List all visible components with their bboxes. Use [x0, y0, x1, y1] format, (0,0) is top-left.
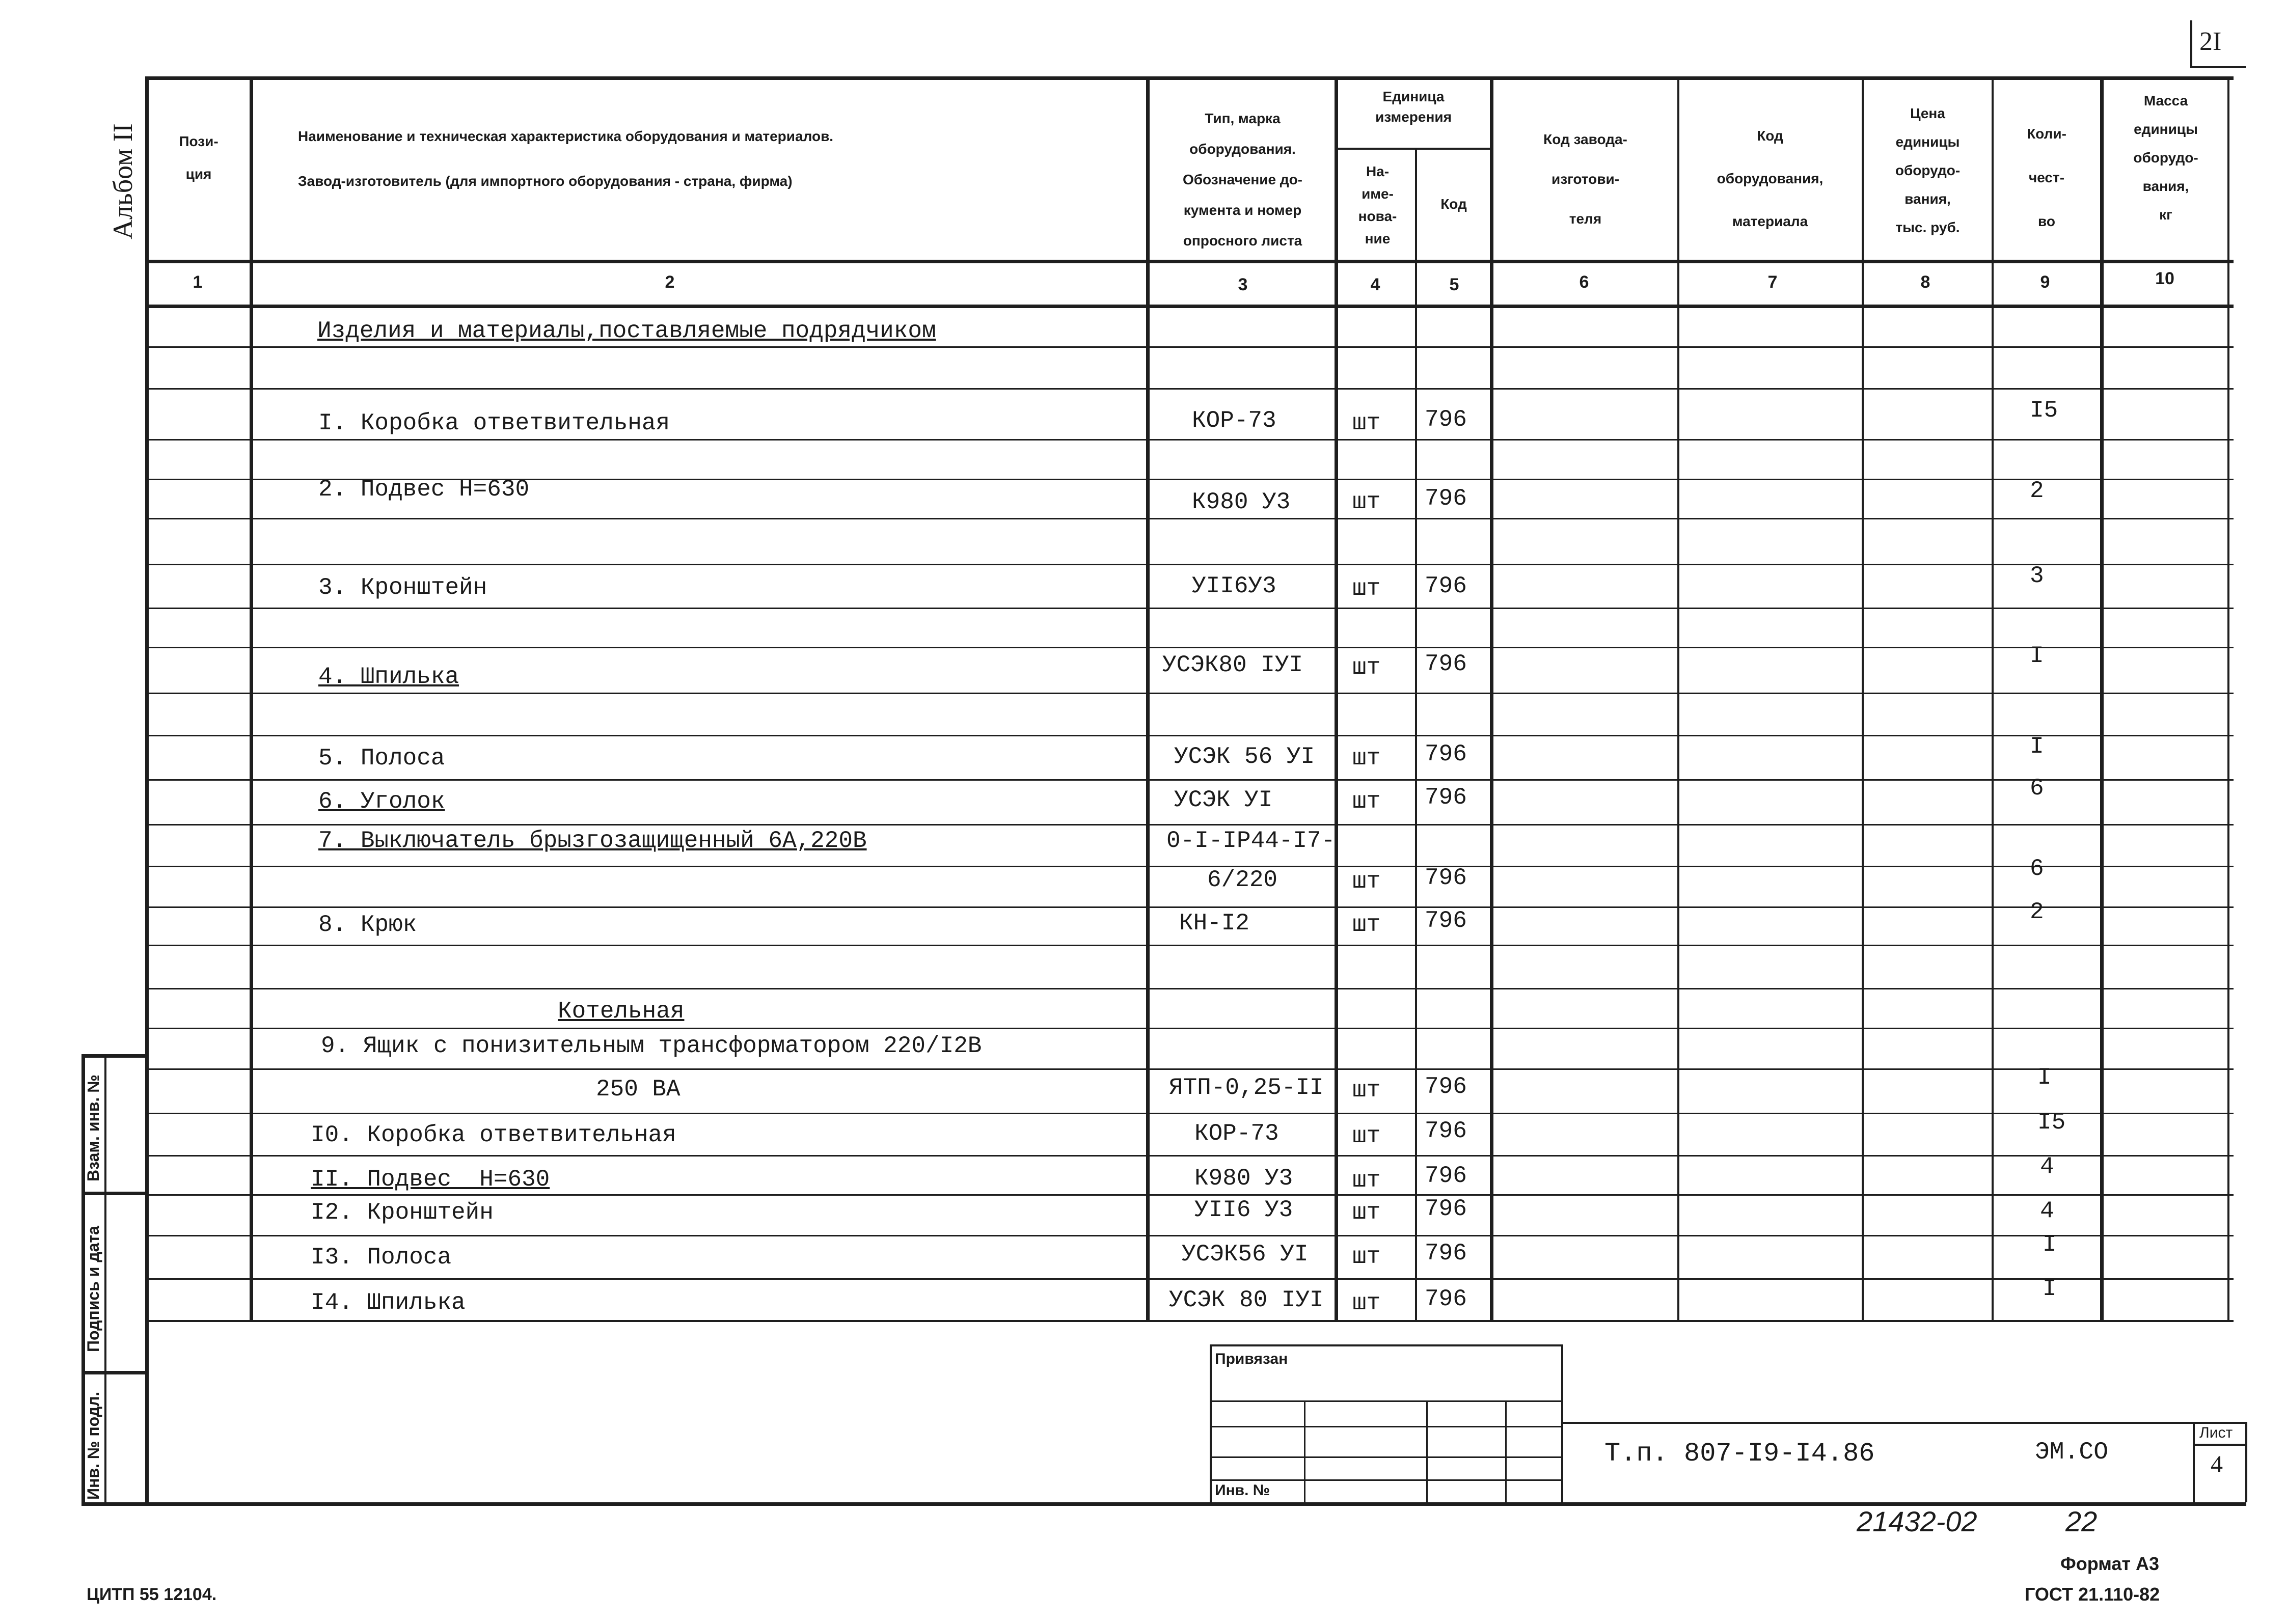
header-unit-line2: измерения [1375, 109, 1452, 125]
header-type-line3: Обозначение до- [1182, 172, 1303, 187]
stamp-list-label: Лист [2199, 1424, 2233, 1441]
column-number-1: 1 [193, 272, 203, 292]
column-number-6: 6 [1579, 272, 1589, 292]
row-code: 796 [1425, 1240, 1467, 1267]
row-type: КОР-73 [1194, 1120, 1279, 1147]
row-name: 7. Выключатель брызгозащищенный 6А,220В [318, 828, 867, 854]
column-number-7: 7 [1767, 272, 1778, 292]
row-name: I0. Коробка ответвительная [311, 1122, 676, 1148]
header-name [298, 125, 1113, 193]
header-price-line3: оборудо- [1895, 162, 1961, 178]
row-type: УII6У3 [1192, 573, 1276, 599]
side-stamp-inv-podl: Инв. № подл. [84, 1391, 102, 1500]
row-type: УСЭК80 IУI [1162, 652, 1303, 678]
row-code: 796 [1425, 1074, 1467, 1100]
section-title-contractor: Изделия и материалы,поставляемые подрядчиком [317, 318, 936, 344]
row-name: I2. Кронштейн [311, 1199, 494, 1226]
column-number-10: 10 [2155, 269, 2174, 288]
header-price [1865, 99, 1990, 242]
column-number-5: 5 [1449, 275, 1459, 294]
header-position-line2: ция [185, 166, 212, 182]
album-label: Альбом II [107, 123, 138, 239]
header-type-line2: оборудования. [1189, 141, 1296, 157]
row-unit: шт [1352, 410, 1381, 436]
row-code: 796 [1425, 651, 1467, 677]
row-type: УСЭК 80 IУI [1169, 1287, 1324, 1313]
header-factory-code-line1: Код завода- [1543, 131, 1627, 147]
row-unit: шт [1352, 575, 1381, 602]
row-qty: 4 [2040, 1153, 2054, 1180]
footer-gost: ГОСТ 21.110-82 [2025, 1584, 2160, 1605]
header-equipment-code-line1: Код [1757, 128, 1783, 144]
header-price-line1: Цена [1910, 105, 1945, 121]
header-quantity-line2: чест- [2028, 170, 2065, 185]
row-code: 796 [1425, 573, 1467, 599]
row-unit: шт [1352, 868, 1381, 895]
section-title-boiler-room: Котельная [558, 998, 685, 1025]
row-unit: шт [1352, 1290, 1381, 1316]
row-qty: 4 [2040, 1198, 2054, 1224]
row-unit: шт [1352, 654, 1381, 681]
stamp-doc-code: Т.п. 807-I9-I4.86 [1604, 1439, 1875, 1469]
row-name: I3. Полоса [311, 1244, 452, 1271]
row-code: 796 [1425, 1118, 1467, 1144]
row-name: 5. Полоса [318, 745, 445, 772]
header-type-line4: кумента и номер [1183, 202, 1302, 218]
handwritten-page: 22 [2065, 1505, 2098, 1537]
row-qty: I [2037, 1064, 2052, 1091]
header-price-line4: вания, [1904, 191, 1951, 207]
row-qty: 6 [2030, 775, 2044, 802]
row-qty: I [2043, 1231, 2057, 1258]
row-type: К980 У3 [1192, 489, 1291, 515]
header-mass [2105, 87, 2227, 229]
header-mass-line2: единицы [2134, 121, 2198, 137]
row-unit: шт [1352, 489, 1381, 515]
row-code: 796 [1425, 784, 1467, 811]
row-type: УСЭК 56 УI [1174, 744, 1315, 770]
side-stamp-podpis: Подпись и дата [84, 1226, 102, 1352]
header-price-line2: единицы [1895, 134, 1960, 150]
row-name: 8. Крюк [318, 912, 417, 938]
header-name-line1: Наименование и техническая характеристика оборудования и материалов. [298, 128, 834, 144]
header-mass-line3: оборудо- [2133, 150, 2198, 166]
header-unit-name-line3: нова- [1358, 208, 1397, 224]
header-position-line1: Пози- [179, 133, 219, 149]
column-number-9: 9 [2040, 272, 2050, 292]
stamp-inv-no: Инв. № [1215, 1482, 1270, 1499]
row-code: 796 [1425, 865, 1467, 891]
row-qty: 2 [2030, 899, 2044, 925]
row-qty: I [2030, 733, 2044, 760]
row-type: УСЭК УI [1174, 787, 1273, 813]
row-unit: шт [1352, 1244, 1381, 1270]
row-name: 4. Шпилька [318, 664, 459, 690]
header-equipment-code-line2: оборудования, [1717, 171, 1824, 186]
sheet-corner-number: 2I [2199, 27, 2222, 56]
handwritten-number: 21432-02 [1857, 1505, 1977, 1537]
row-qty: 2 [2030, 478, 2044, 504]
header-position [153, 130, 244, 186]
header-mass-line5: кг [2159, 207, 2172, 223]
row-qty: I [2030, 643, 2044, 669]
column-number-4: 4 [1370, 275, 1380, 294]
row-qty: I5 [2037, 1109, 2066, 1136]
header-name-line2: Завод-изготовитель (для импортного оборудования - страна, фирма) [298, 173, 793, 189]
header-factory-code-line3: теля [1569, 211, 1602, 227]
row-qty: I [2043, 1276, 2057, 1302]
column-number-2: 2 [665, 272, 675, 292]
row-code: 796 [1425, 1196, 1467, 1222]
header-type-line5: опросного листа [1183, 233, 1302, 249]
row-name: I. Коробка ответвительная [318, 410, 670, 436]
header-unit [1340, 87, 1487, 127]
header-type-line1: Тип, марка [1205, 111, 1281, 126]
header-unit-name [1341, 160, 1414, 250]
stamp-list-value: 4 [2211, 1451, 2223, 1478]
row-code: 796 [1425, 1163, 1467, 1189]
row-type: К980 У3 [1194, 1165, 1293, 1192]
column-number-8: 8 [1920, 272, 1930, 292]
header-unit-line1: Единица [1382, 89, 1445, 104]
row-code: 796 [1425, 406, 1467, 433]
row-type: УСЭК56 УI [1182, 1241, 1309, 1268]
row-qty: 3 [2030, 563, 2044, 589]
row-code: 796 [1425, 1286, 1467, 1312]
row-name: 9. Ящик с понизительным трансформатором 220/I2В [321, 1033, 982, 1059]
row-code: 796 [1425, 907, 1467, 934]
row-type: КОР-73 [1192, 407, 1276, 434]
row-qty: 6 [2030, 856, 2044, 882]
footer-format: Формат А3 [2060, 1553, 2160, 1574]
row-name: 2. Подвес Н=630 [318, 476, 530, 503]
row-type: КН-I2 [1179, 910, 1250, 937]
row-code: 796 [1425, 741, 1467, 767]
side-stamp-vzam: Взам. инв. № [84, 1075, 102, 1181]
header-factory-code [1495, 120, 1676, 239]
row-type: УII6 У3 [1194, 1197, 1293, 1223]
header-equipment-code [1681, 115, 1859, 243]
stamp-mark: ЭМ.СО [2035, 1439, 2109, 1466]
row-type: 0-I-IP44-I7- [1166, 828, 1336, 854]
header-quantity-line3: во [2038, 213, 2055, 229]
row-unit: шт [1352, 912, 1381, 938]
row-type: 6/220 [1207, 867, 1278, 893]
row-unit: шт [1352, 788, 1381, 815]
row-name: 6. Уголок [318, 788, 445, 815]
row-code: 796 [1425, 485, 1467, 512]
row-type: ЯТП-0,25-II [1169, 1075, 1324, 1101]
header-quantity [1996, 112, 2098, 243]
header-mass-line4: вания, [2142, 178, 2189, 194]
row-name: 250 ВА [596, 1076, 681, 1103]
header-price-line5: тыс. руб. [1895, 219, 1960, 235]
row-name: 3. Кронштейн [318, 574, 487, 601]
row-qty: I5 [2030, 397, 2058, 424]
row-name: II. Подвес Н=630 [311, 1166, 550, 1193]
stamp-privyazan: Привязан [1215, 1351, 1288, 1367]
row-unit: шт [1352, 1199, 1381, 1226]
row-unit: шт [1352, 1167, 1381, 1194]
footer-left-code: ЦИТП 55 12104. [87, 1585, 217, 1604]
header-unit-code: Код [1440, 196, 1467, 212]
header-mass-line1: Масса [2143, 93, 2188, 108]
row-name: I4. Шпилька [311, 1289, 466, 1316]
row-unit: шт [1352, 1077, 1381, 1104]
header-type [1152, 103, 1333, 256]
row-unit: шт [1352, 745, 1381, 772]
header-factory-code-line2: изготови- [1551, 171, 1620, 187]
header-quantity-line1: Коли- [2027, 126, 2066, 142]
header-unit-name-line2: име- [1362, 186, 1394, 202]
column-number-3: 3 [1238, 275, 1248, 294]
header-unit-name-line1: На- [1366, 163, 1390, 179]
row-unit: шт [1352, 1123, 1381, 1149]
header-unit-name-line4: ние [1365, 231, 1391, 246]
header-equipment-code-line3: материала [1732, 213, 1808, 229]
